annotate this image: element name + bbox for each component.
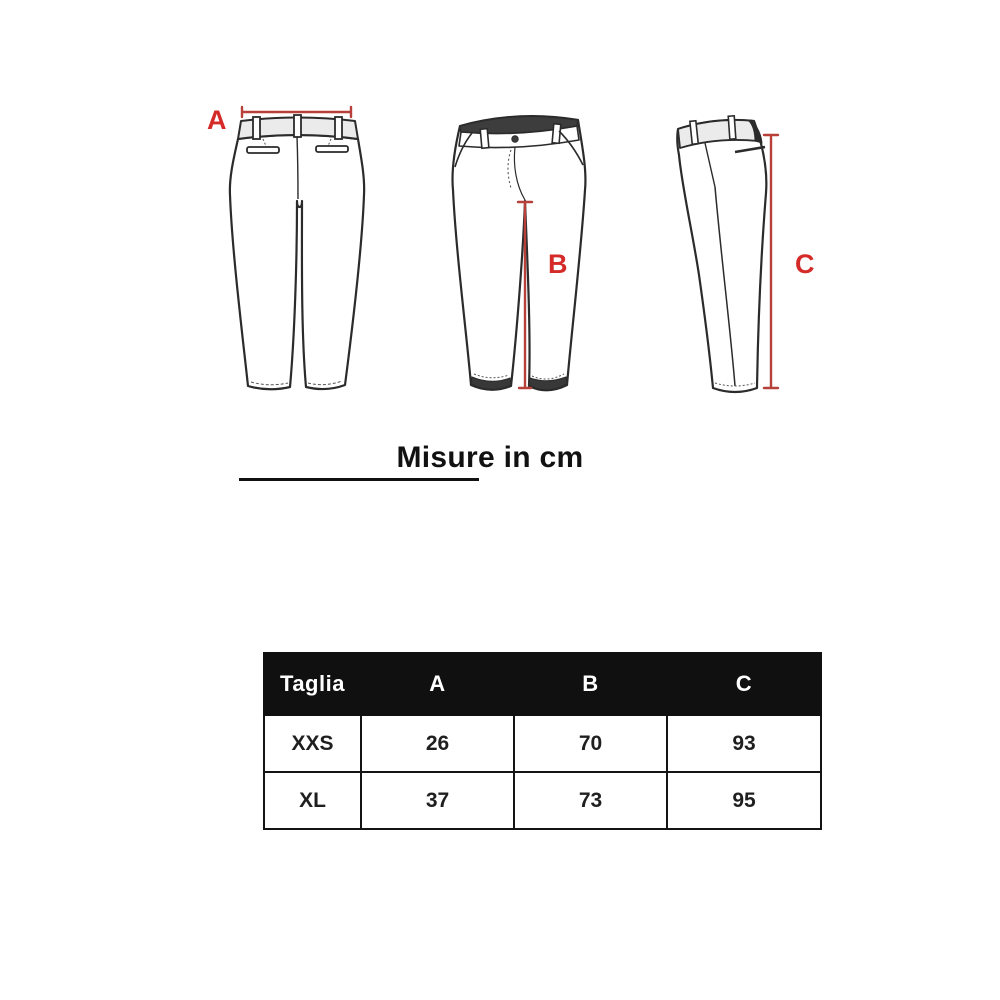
cell-c: 95 — [667, 772, 821, 829]
measure-label-c: C — [795, 249, 815, 279]
header-c: C — [667, 653, 821, 715]
pants-back-view — [185, 95, 425, 405]
size-table — [263, 652, 822, 830]
header-b: B — [514, 653, 667, 715]
measure-unit-title: Misure in cm — [396, 441, 584, 474]
waist-button-icon — [512, 136, 518, 142]
table-row-xxs — [264, 715, 821, 772]
cell-b: 70 — [514, 715, 667, 772]
measure-label-b: B — [548, 249, 568, 279]
cell-size: XXS — [264, 715, 361, 772]
measure-label-a: A — [207, 105, 227, 135]
cell-size: XL — [264, 772, 361, 829]
table-row-xl — [264, 772, 821, 829]
cell-b: 73 — [514, 772, 667, 829]
pants-back-silhouette — [230, 135, 364, 389]
pants-side-view — [655, 95, 895, 405]
header-taglia: Taglia — [264, 653, 361, 715]
title-underline — [239, 478, 479, 481]
cell-c: 93 — [667, 715, 821, 772]
pants-front-view — [445, 95, 685, 405]
cell-a: 26 — [361, 715, 514, 772]
header-a: A — [361, 653, 514, 715]
size-table-header-row — [264, 653, 821, 715]
cell-a: 37 — [361, 772, 514, 829]
